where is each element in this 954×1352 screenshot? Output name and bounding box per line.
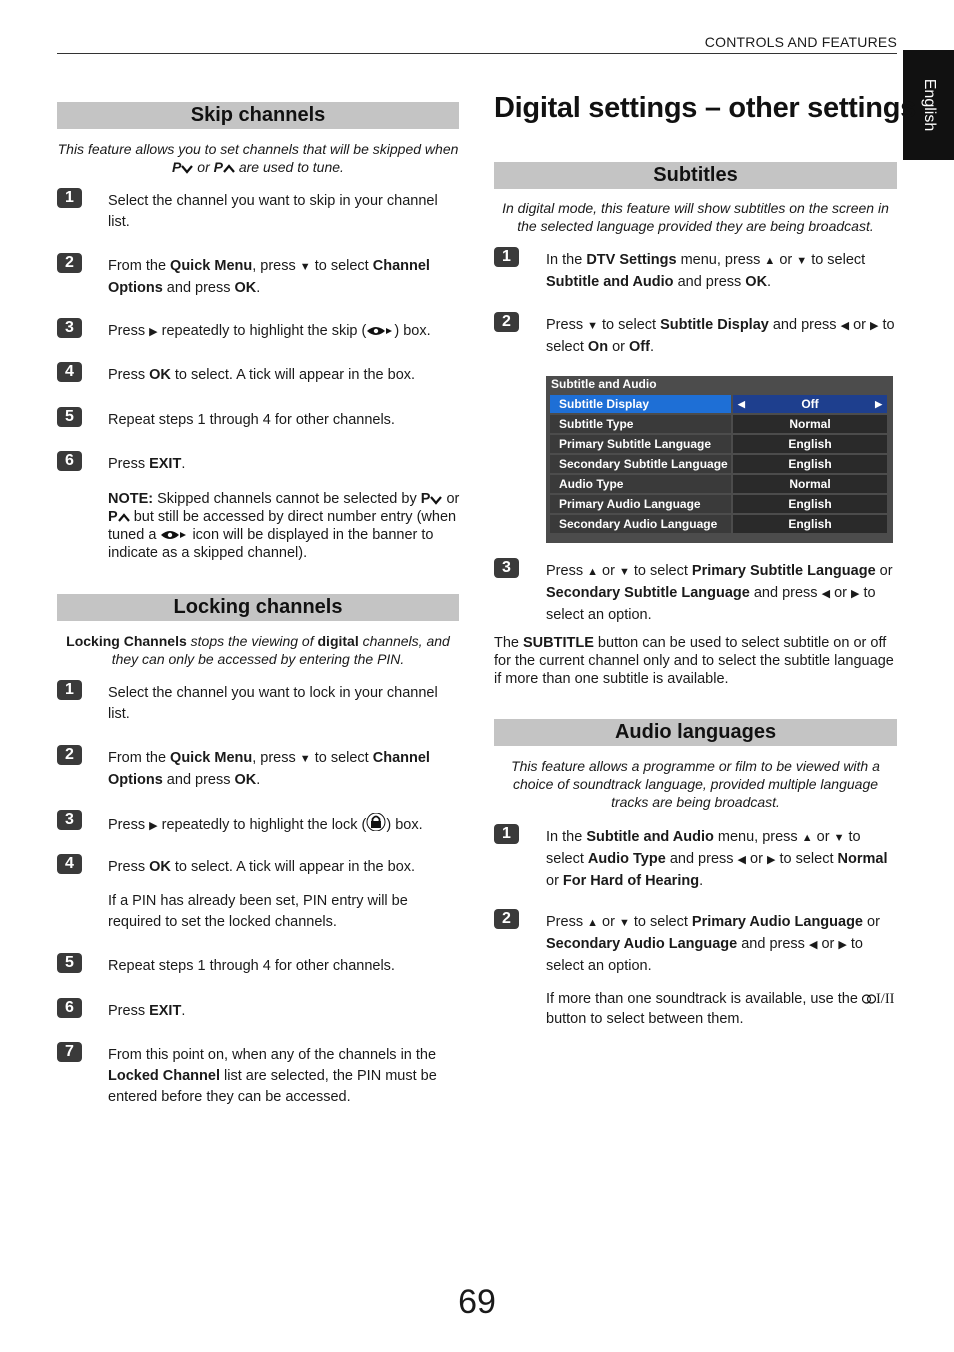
chevron-up-icon (118, 513, 130, 523)
menu-row-primary-audio-language[interactable] (550, 495, 887, 513)
audio-step-1-text: In the Subtitle and Audio menu, press ▲ or ▼ to select Audio Type and press ◀ or ▶ to select Normal or For Hard of Hearing. (546, 829, 888, 889)
right-triangle-icon: ▶ (149, 820, 158, 832)
dual-audio-icon: I/II (862, 991, 895, 1007)
right-triangle-icon: ▶ (851, 588, 860, 600)
up-triangle-icon: ▲ (587, 566, 598, 578)
header-section-label: CONTROLS AND FEATURES (704, 34, 897, 50)
step-number: 3 (57, 810, 82, 830)
step-number: 2 (494, 312, 519, 332)
left-triangle-icon: ◀ (821, 588, 831, 600)
menu-row-label: Subtitle Type (550, 415, 731, 433)
skip-intro: This feature allows you to set channels that will be skipped when P or P are used to tune. (57, 141, 459, 175)
skip-step-5-text: Repeat steps 1 through 4 for other channels. (108, 412, 395, 428)
step-number: 6 (57, 998, 82, 1018)
menu-row-value: English (733, 495, 887, 513)
right-arrow-icon[interactable]: ▶ (875, 399, 882, 409)
menu-row-audio-type[interactable] (550, 475, 887, 493)
header-rule (57, 53, 897, 54)
menu-row-value: Normal (733, 415, 887, 433)
lock-step-4-text: Press OK to select. A tick will appear in the box. (108, 859, 416, 875)
menu-row-value-box (733, 395, 887, 413)
down-triangle-icon: ▼ (618, 566, 630, 578)
up-triangle-icon: ▲ (764, 255, 776, 267)
subtitle-button-paragraph: The SUBTITLE button can be used to select subtitle on or off for the current channel only and to select the subtitle language if more than one subtitle is available. (494, 635, 894, 687)
menu-row-subtitle-display[interactable] (550, 395, 887, 413)
skip-channels-heading: Skip channels (57, 102, 459, 129)
skip-step-3-text: Press ▶ repeatedly to highlight the skip ( ) box. (108, 323, 431, 339)
page-title: Digital settings – other settings (494, 92, 916, 124)
step-number: 5 (57, 953, 82, 973)
menu-row-value: Normal (733, 475, 887, 493)
step-number: 3 (494, 558, 519, 578)
menu-row-label: Audio Type (550, 475, 731, 493)
locking-channels-heading: Locking channels (57, 594, 459, 621)
subtitles-step-1-text: In the DTV Settings menu, press ▲ or ▼ to select Subtitle and Audio and press OK. (546, 252, 866, 290)
lock-step-6-text: Press EXIT. (108, 1003, 186, 1019)
step-number: 3 (57, 318, 82, 338)
skip-note: NOTE: Skipped channels cannot be selected by P or P but still be accessed by direct number entry (when tuned a icon will be displayed in the banner to indicate as a skipped channel). (108, 491, 460, 561)
lock-step-4-extra: If a PIN has already been set, PIN entry will be required to set the locked channels. (108, 893, 408, 930)
step-number: 7 (57, 1042, 82, 1062)
up-triangle-icon: ▲ (587, 917, 598, 929)
subtitles-step-2-text: Press ▼ to select Subtitle Display and press ◀ or ▶ to select On or Off. (546, 317, 895, 355)
menu-row-secondary-subtitle-language[interactable] (550, 455, 887, 473)
left-triangle-icon: ◀ (737, 854, 747, 866)
lock-intro: Locking Channels stops the viewing of digital channels, and they can only be accessed by entering the PIN. (66, 633, 450, 667)
down-triangle-icon: ▼ (833, 832, 845, 844)
audio-languages-heading: Audio languages (494, 719, 897, 746)
menu-row-value: Off (801, 397, 819, 411)
page-number: 69 (458, 1283, 496, 1321)
menu-row-primary-subtitle-language[interactable] (550, 435, 887, 453)
lock-icon (366, 813, 386, 831)
left-arrow-icon[interactable]: ◀ (738, 399, 745, 409)
menu-row-label: Subtitle Display (550, 395, 731, 413)
skip-step-4-text: Press OK to select. A tick will appear in the box. (108, 367, 416, 383)
menu-row-value: English (733, 435, 887, 453)
menu-row-secondary-audio-language[interactable] (550, 515, 887, 533)
step-number: 4 (57, 854, 82, 874)
down-triangle-icon: ▼ (299, 753, 311, 765)
step-number: 5 (57, 407, 82, 427)
right-triangle-icon: ▶ (870, 320, 879, 332)
down-triangle-icon: ▼ (618, 917, 630, 929)
chevron-down-icon (430, 495, 442, 505)
audio-intro: This feature allows a programme or film to be viewed with a choice of soundtrack language, provided multiple language tracks are being broadcast. (511, 758, 880, 810)
chevron-up-icon (223, 164, 235, 174)
skip-step-6-text: Press EXIT. (108, 456, 186, 472)
menu-row-label: Primary Subtitle Language (550, 435, 731, 453)
lock-step-3-text: Press ▶ repeatedly to highlight the lock ( ) box. (108, 813, 458, 837)
step-number: 6 (57, 451, 82, 471)
skip-step-1-text: Select the channel you want to skip in your channel list. (108, 193, 438, 230)
menu-row-label: Primary Audio Language (550, 495, 731, 513)
right-triangle-icon: ▶ (149, 326, 158, 338)
left-triangle-icon: ◀ (808, 939, 818, 951)
skip-eye-icon (160, 529, 188, 541)
subtitle-audio-menu (546, 376, 893, 543)
subtitles-intro: In digital mode, this feature will show subtitles on the screen in the selected language provided they are being broadcast. (502, 200, 889, 234)
audio-dual-note: If more than one soundtrack is available, use the I/II button to select between them. (546, 991, 895, 1027)
right-triangle-icon: ▶ (838, 939, 847, 951)
lock-step-2-text: From the Quick Menu, press ▼ to select Channel Options and press OK. (108, 750, 430, 788)
step-number: 4 (57, 362, 82, 382)
up-triangle-icon: ▲ (801, 832, 813, 844)
down-triangle-icon: ▼ (299, 261, 311, 273)
menu-row-label: Secondary Subtitle Language (550, 455, 731, 473)
step-number: 1 (494, 247, 519, 267)
menu-row-subtitle-type[interactable] (550, 415, 887, 433)
audio-step-2-text: Press ▲ or ▼ to select Primary Audio Language or Secondary Audio Language and press ◀ or ▶ to select an option. (546, 914, 880, 974)
language-tab-label: English (920, 78, 938, 132)
menu-row-label: Secondary Audio Language (550, 515, 731, 533)
skip-eye-icon (366, 325, 394, 337)
down-triangle-icon: ▼ (796, 255, 808, 267)
menu-row-value: English (733, 515, 887, 533)
step-number: 1 (57, 188, 82, 208)
step-number: 1 (494, 824, 519, 844)
menu-title: Subtitle and Audio (551, 377, 657, 391)
lock-step-5-text: Repeat steps 1 through 4 for other channels. (108, 958, 395, 974)
step-number: 1 (57, 680, 82, 700)
menu-row-value: English (733, 455, 887, 473)
subtitles-step-3-text: Press ▲ or ▼ to select Primary Subtitle Language or Secondary Subtitle Language and press ◀ or ▶ to select an option. (546, 563, 893, 623)
right-triangle-icon: ▶ (766, 854, 776, 866)
lock-step-1-text: Select the channel you want to lock in your channel list. (108, 685, 438, 722)
step-number: 2 (57, 745, 82, 765)
step-number: 2 (494, 909, 519, 929)
subtitles-heading: Subtitles (494, 162, 897, 189)
step-number: 2 (57, 253, 82, 273)
down-triangle-icon: ▼ (587, 320, 598, 332)
skip-step-2-text: From the Quick Menu, press ▼ to select Channel Options and press OK. (108, 258, 430, 296)
chevron-down-icon (181, 164, 193, 174)
lock-step-7-text: From this point on, when any of the channels in the Locked Channel list are selected, the PIN must be entered before they can be accessed. (108, 1047, 437, 1105)
left-triangle-icon: ◀ (840, 320, 850, 332)
